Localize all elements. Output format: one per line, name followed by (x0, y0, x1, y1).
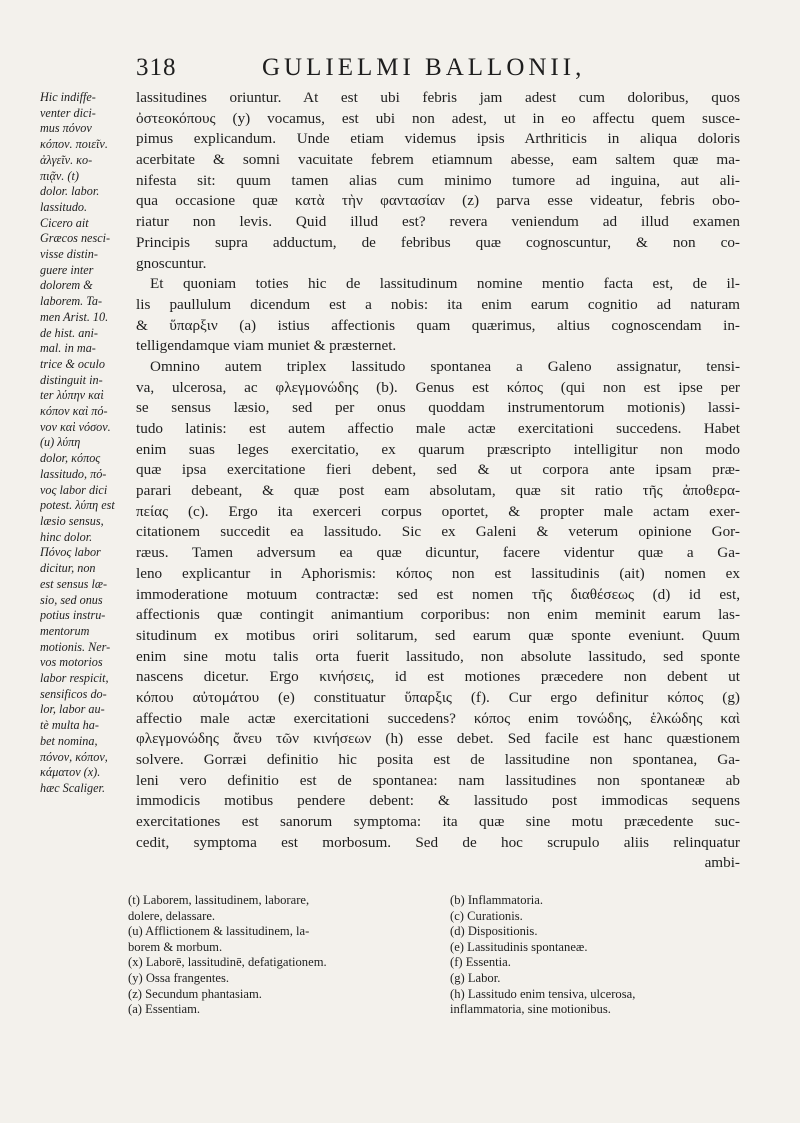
body-line: leni vero definitio est de spontanea: nam lassitudines non spontaneæ ab (136, 771, 740, 789)
footnotes-right-column (450, 893, 740, 1018)
margin-note-line: mus πόνον (40, 121, 92, 136)
margin-note-line: νον καὶ νόσον. (40, 419, 111, 434)
body-line: ὀστεοκόπους (y) vocamus, est ubi non adest, ut in eo affectu quem susce- (136, 109, 740, 127)
margin-note (40, 90, 124, 797)
margin-note-line: lassitudo. (40, 199, 88, 214)
body-line: immoderatione motuum contractæ: sed est nomen τῆς διαθέσεως (d) id est, (136, 585, 740, 603)
margin-note-line: Hic indiffe- (40, 90, 96, 104)
margin-note-line: labor respicit, (40, 671, 109, 686)
body-line: πείας (c). Ergo ita exerceri corpus oportet, & propter male actam exer- (136, 502, 740, 520)
margin-note-line: hinc dolor. (40, 529, 93, 544)
margin-note-line: motionis. Ner- (40, 639, 111, 654)
margin-note-line: κάματον (x). (40, 765, 101, 780)
body-line: acerbitate & somni vacuitate febrem etiamnum abesse, eam saltem quæ ma- (136, 151, 740, 169)
footnote-line: (y) Ossa frangentes. (128, 970, 230, 985)
footnote-line: (x) Laborē, lassitudinē, defatigationem. (128, 955, 327, 970)
footnote-line: (u) Afflictionem & lassitudinem, la- (128, 924, 310, 939)
footnote-line: (b) Inflammatoria. (450, 893, 544, 907)
margin-note-line: men Arist. 10. (40, 309, 109, 324)
body-line: Et quoniam toties hic de lassitudinum nomine mentio facta est, de il- (150, 275, 740, 293)
body-line: enim suas leges exercitatio, ex quarum præscripto intelligitur non modo (136, 440, 740, 458)
margin-note-line: Græcos nesci- (40, 231, 111, 246)
body-line: exercitationes est sanorum symptoma: ita quæ sine motu præcedente suc- (136, 813, 740, 831)
margin-note-line: Cicero ait (40, 215, 89, 230)
margin-note-line: mentorum (40, 623, 90, 638)
footnote-line: (e) Lassitudinis spontaneæ. (450, 939, 588, 954)
margin-note-line: de hist. ani- (40, 325, 98, 340)
margin-note-line: (u) λύπη (40, 435, 81, 450)
body-line: ambi- (704, 854, 740, 872)
margin-note-line: venter dici- (40, 105, 96, 120)
body-line: immodicis motibus pendere debent: & lassitudo post immodicas sequens (136, 792, 740, 810)
margin-note-line: πόνον, κόπον, (40, 749, 108, 764)
margin-note-line: κόπον. ποιεῖν. (40, 137, 108, 152)
body-line: ræus. Tamen adversum ea quæ dicuntur, facere videntur quæ a Ga- (136, 544, 740, 562)
body-line: gnoscuntur. (136, 254, 207, 272)
body-line: quæ ipsa exercitatione fieri debent, sed & ut corpora ante ipsam præ- (136, 461, 740, 479)
body-line: nifesta sit: quum tamen alias cum minimo tumore ad inguina, aut ali- (136, 171, 740, 189)
margin-note-line: dolor, κόπος (40, 451, 101, 466)
page-header (0, 54, 800, 88)
running-title: GULIELMI BALLONII, (262, 54, 586, 81)
margin-note-line: potius instru- (40, 608, 106, 623)
margin-note-line: læsio sensus, (40, 513, 104, 528)
margin-note-line: potest. λύπη est (40, 498, 115, 513)
margin-note-line: πιᾷν. (t) (40, 168, 79, 183)
margin-note-line: dolor. labor. (40, 184, 100, 199)
body-line: affectio male actæ exercitationi succedens? κόπος enim τονώδης, ἑλκώδης καὶ (136, 709, 740, 727)
body-line: & ὕπαρξιν (a) istius affectionis quam quærimus, altius cognoscendam in- (136, 316, 740, 334)
body-line: φλεγμονώδης ἄνευ τῶν κινήσεων (h) esse debet. Sed facile est hanc quæstionem (136, 730, 740, 748)
body-line: cedit, symptoma est morbosum. Sed de hoc scrupulo aliis relinquatur (136, 833, 740, 851)
margin-note-line: hæc Scaliger. (40, 780, 105, 795)
margin-note-line: est sensus læ- (40, 576, 108, 591)
body-line: enim sine motu talis orta fuerit lassitudo, non absolute lassitudo, sed sponte (136, 647, 740, 665)
footnote-line: dolere, delassare. (128, 908, 216, 923)
margin-note-line: guere inter (40, 262, 94, 277)
margin-note-line: sio, sed onus (40, 592, 103, 607)
footnote-line: (t) Laborem, lassitudinem, laborare, (128, 893, 310, 907)
body-line: va, ulcerosa, ac φλεγμονώδης (b). Genus est κόπος (qui non est ipse per (136, 378, 740, 396)
margin-note-line: vos motorios (40, 655, 103, 670)
footnote-line: (h) Lassitudo enim tensiva, ulcerosa, (450, 986, 636, 1001)
margin-note-line: tè multa ha- (40, 718, 99, 733)
footnote-line: (g) Labor. (450, 970, 501, 985)
body-line: qua occasione quæ κατὰ τὴν φαντασίαν (z) parva esse videatur, febris obo- (136, 192, 740, 210)
margin-note-line: laborem. Ta- (40, 294, 103, 309)
body-line: Principis supra adductum, de febribus quæ cognoscuntur, & non co- (136, 233, 740, 251)
footnotes-left-column (128, 893, 446, 1018)
footnote-line: (z) Secundum phantasiam. (128, 986, 262, 1001)
body-line: solvere. Gorræi definitio hic posita est de lassitudine non spontanea, Ga- (136, 751, 740, 768)
margin-note-line: visse distin- (40, 247, 98, 262)
margin-note-line: lor, labor au- (40, 702, 105, 717)
margin-note-line: νος labor dici (40, 482, 108, 497)
body-line: leno explicantur in Aphorismis: κόπος non est lassitudinis (ait) nomen ex (136, 564, 740, 582)
footnote-line: (a) Essentiam. (128, 1002, 201, 1017)
margin-note-line: dolorem & (40, 278, 93, 293)
page-number: 318 (136, 54, 177, 81)
main-text (136, 88, 740, 874)
margin-note-line: trice & oculo (40, 356, 105, 371)
margin-note-line: κόπον καὶ πό- (40, 404, 108, 419)
body-line: lassitudines oriuntur. At est ubi febris jam adest cum doloribus, quos (136, 89, 740, 106)
body-line: riatur non levis. Quid illud est? revera veniendum ad illud examen (136, 213, 740, 231)
footnote-line: borem & morbum. (128, 939, 223, 954)
margin-note-line: lassitudo, πό- (40, 466, 107, 481)
margin-note-line: dicitur, non (40, 561, 96, 576)
margin-note-line: mal. in ma- (40, 341, 96, 356)
footnote-line: (c) Curationis. (450, 908, 523, 923)
body-line: Omnino autem triplex lassitudo spontanea a Galeno assignatur, tensi- (150, 357, 740, 375)
margin-note-line: Πόνος labor (40, 545, 101, 560)
body-line: telligendamque viam muniet & præsternet. (136, 337, 397, 355)
body-line: κόπου αὐτομάτου (e) constituatur ὕπαρξις (f). Cur ergo definitur κόπος (g) (136, 688, 740, 706)
body-line: situdinum ex motibus oriri solitarum, sed earum quæ sponte eveniunt. Quum (136, 626, 740, 644)
footnote-line: inflammatoria, sine motionibus. (450, 1002, 611, 1017)
margin-note-line: distinguit in- (40, 372, 103, 387)
body-line: nascens dicetur. Ergo κινήσεις, id est motiones præcedere non debent ut (136, 668, 740, 686)
body-line: pimus explicandum. Unde etiam videmus ipsis Arthriticis in aliqua doloris (136, 130, 740, 148)
body-line: affectionis quæ contingit animantium corporibus: non enim meminit earum las- (136, 606, 740, 624)
margin-note-line: ter λύπην καὶ (40, 388, 104, 403)
body-line: se sensus læsio, sed per onus quoddam instrumentorum motionis) lassi- (136, 399, 740, 417)
margin-note-line: ἀλγεῖν. κο- (40, 152, 93, 167)
margin-note-line: sensificos do- (40, 686, 107, 701)
margin-note-line: bet nomina, (40, 733, 98, 748)
body-line: tudo latinis: est autem affectio male actæ exercitationi succedens. Habet (136, 420, 740, 437)
body-line: parari debeant, & quæ post eam absolutam, quæ sit ratio τῆς ἀποθερα- (136, 482, 740, 500)
body-line: lis paullulum dicendum est a nobis: ita enim earum cognitio ad naturam (136, 295, 740, 313)
body-line: citationem succedit ea lassitudo. Sic ex Galeni & veterum opinione Gor- (136, 523, 740, 541)
footnote-line: (f) Essentia. (450, 955, 511, 970)
footnote-line: (d) Dispositionis. (450, 924, 538, 939)
